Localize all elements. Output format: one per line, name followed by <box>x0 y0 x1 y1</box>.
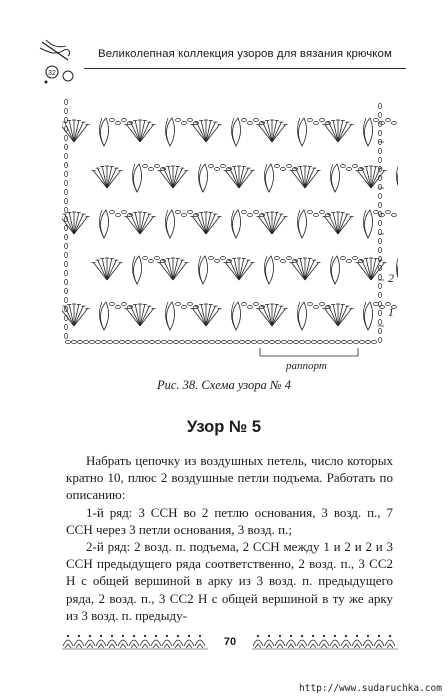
paragraph-row-2: 2-й ряд: 2 возд. п. подъема, 2 ССН между 1 и 2 и 2 и 3 ССН предыдущего ряда соответственно, 2 возд. п., 3 СС2 Н с общей вершиной в арку из 3 возд. п. предыдущего ряда, 2 возд. п., 3 СС2 Н с общей вершиной в ту же арку из 3 возд. п. предыду- <box>66 539 393 623</box>
instructions <box>66 452 393 624</box>
row-label-1-text: 1 <box>388 305 394 319</box>
source-watermark: http://www.sudaruchka.com <box>299 683 442 694</box>
row-label-2 <box>388 271 394 285</box>
svg-text:32: 32 <box>48 70 56 77</box>
header-title: Великолепная коллекция узоров для вязания крючком <box>98 48 392 60</box>
header-divider <box>84 68 406 69</box>
paragraph-row-1: 1-й ряд: 3 ССН во 2 петлю основания, 3 возд. п., 7 ССН через 3 петли основания, 3 возд. п.; <box>66 504 393 537</box>
page-header <box>38 38 410 88</box>
row-label-2-text: 2 <box>388 271 394 285</box>
page-number: 70 <box>223 636 237 648</box>
stitch-symbols <box>62 99 398 343</box>
figure-caption: Рис. 38. Схема узора № 4 <box>156 378 292 392</box>
crochet-chart <box>62 92 398 372</box>
page-footer <box>62 632 398 654</box>
section-title: Узор № 5 <box>186 418 262 436</box>
needle-thread-icon <box>38 38 78 84</box>
repeat-label: раппорт <box>286 360 327 372</box>
row-label-1 <box>388 305 394 319</box>
paragraph-intro: Набрать цепочку из воздушных петель, число которых кратно 10, плюс 2 воздушные петли подъема. Работать по описанию: <box>66 453 393 503</box>
